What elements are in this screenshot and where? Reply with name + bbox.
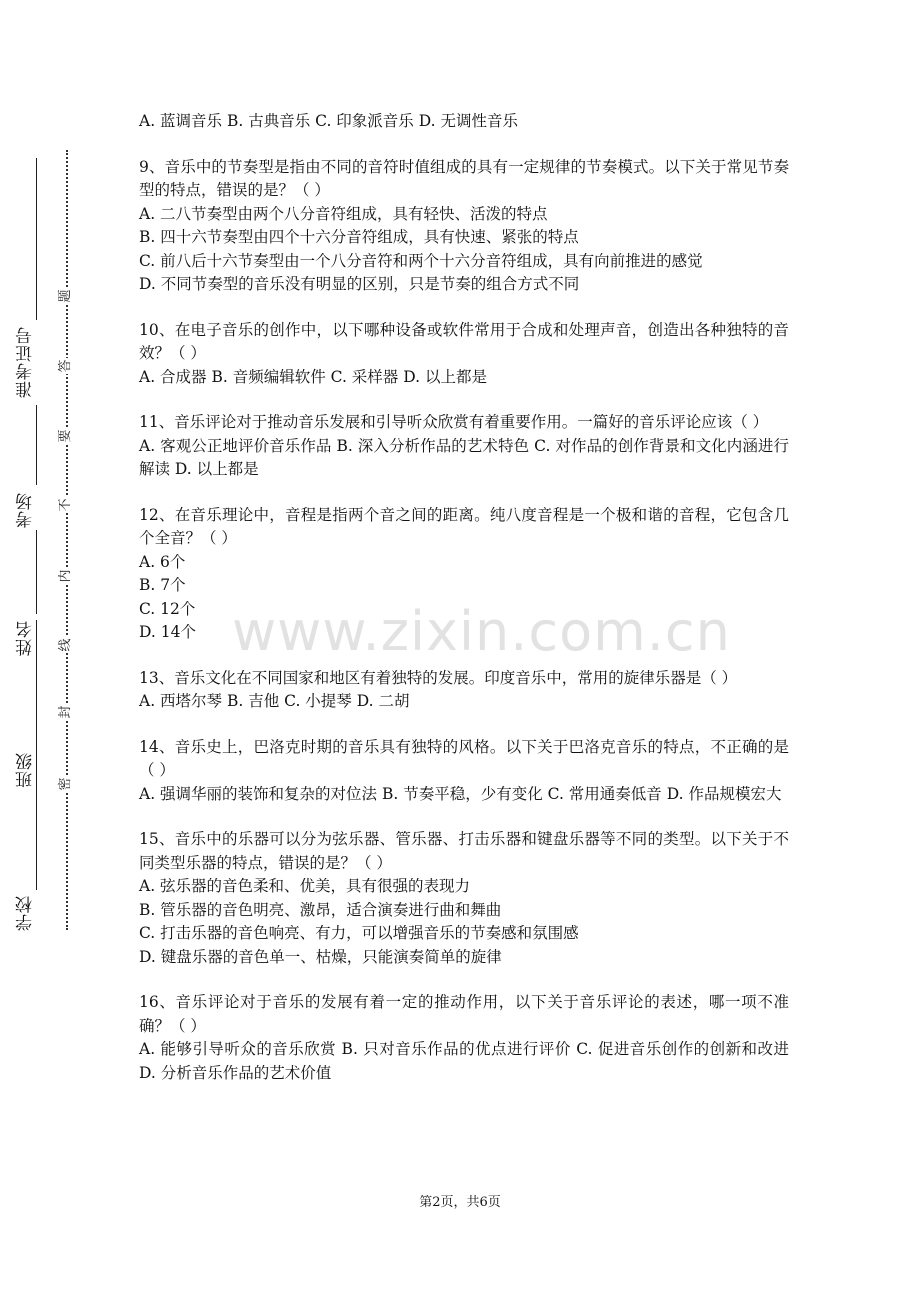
question-stem: 15、音乐中的乐器可以分为弦乐器、管乐器、打击乐器和键盘乐器等不同的类型。以下关于不同类型乐器的特点，错误的是？（ ） <box>139 830 789 872</box>
option-line: A. 西塔尔琴 B. 吉他 C. 小提琴 D. 二胡 <box>139 692 410 710</box>
exam-id-blank-line <box>36 158 37 320</box>
room-blank-line <box>36 405 37 485</box>
question-stem: 16、音乐评论对于音乐的发展有着一定的推动作用，以下关于音乐评论的表述，哪一项不准确？（ ） <box>139 993 789 1035</box>
margin-label-room: 考场 <box>16 492 36 528</box>
seal-char: 密 <box>58 777 73 791</box>
option-a: A. 二八节奏型由两个八分音符组成，具有轻快、活泼的特点 <box>139 204 548 223</box>
question-9 <box>139 156 789 297</box>
binding-margin <box>0 0 100 1302</box>
name-blank-line <box>36 530 37 614</box>
question-12 <box>139 504 789 645</box>
option-line: A. 客观公正地评价音乐作品 B. 深入分析作品的艺术特色 C. 对作品的创作背景和文化内涵进行解读 D. 以上都是 <box>139 436 789 478</box>
option-line: A. 强调华丽的装饰和复杂的对位法 B. 节奏平稳，少有变化 C. 常用通奏低音 D. 作品规模宏大 <box>139 784 782 803</box>
page-footer: 第2页，共6页 <box>419 1195 501 1210</box>
question-15 <box>139 828 789 969</box>
option-c: C. 前八后十六节奏型由一个八分音符和两个十六分音符组成，具有向前推进的感觉 <box>139 251 703 270</box>
option-line: A. 蓝调音乐 B. 古典音乐 C. 印象派音乐 D. 无调性音乐 <box>139 112 518 130</box>
margin-label-exam-id: 准考证号 <box>16 326 36 398</box>
previous-question-options <box>139 110 789 134</box>
option-c: C. 打击乐器的音色响亮、有力，可以增强音乐的节奏感和氛围感 <box>139 924 579 942</box>
seal-char: 封 <box>58 705 73 719</box>
question-stem: 11、音乐评论对于推动音乐发展和引导听众欣赏有着重要作用。一篇好的音乐评论应该（ ） <box>139 413 769 431</box>
option-d: D. 不同节奏型的音乐没有明显的区别，只是节奏的组合方式不同 <box>139 275 580 293</box>
seal-char: 要 <box>58 429 73 443</box>
margin-label-school: 学校 <box>16 895 36 931</box>
question-stem: 13、音乐文化在不同国家和地区有着独特的发展。印度音乐中，常用的旋律乐器是（ ） <box>139 668 738 687</box>
option-c: C. 12个 <box>139 599 196 618</box>
margin-label-name: 姓名 <box>16 620 36 656</box>
seal-dotted-line <box>66 150 68 930</box>
question-stem: 12、在音乐理论中，音程是指两个音之间的距离。纯八度音程是一个极和谐的音程，它包含几个全音？（ ） <box>139 505 789 547</box>
seal-char: 答 <box>58 359 73 373</box>
question-14 <box>139 736 789 807</box>
margin-label-class: 班级 <box>16 752 36 788</box>
option-a: A. 6个 <box>139 552 186 571</box>
option-b: B. 7个 <box>139 576 186 594</box>
option-b: B. 四十六节奏型由四个十六分音符组成，具有快速、紧张的特点 <box>139 228 579 246</box>
seal-char: 内 <box>58 569 73 583</box>
option-a: A. 弦乐器的音色柔和、优美，具有很强的表现力 <box>139 877 471 895</box>
option-line: A. 能够引导听众的音乐欣赏 B. 只对音乐作品的优点进行评价 C. 促进音乐创作的创新和改进 D. 分析音乐作品的艺术价值 <box>139 1040 789 1082</box>
question-list <box>139 110 789 1107</box>
seal-char: 题 <box>58 289 73 303</box>
question-10 <box>139 319 789 390</box>
question-stem: 14、音乐史上，巴洛克时期的音乐具有独特的风格。以下关于巴洛克音乐的特点，不正确的是（ ） <box>139 737 789 779</box>
question-stem: 9、音乐中的节奏型是指由不同的音符时值组成的具有一定规律的节奏模式。以下关于常见节奏型的特点，错误的是？（ ） <box>139 157 789 199</box>
option-d: D. 14个 <box>139 623 196 641</box>
question-16 <box>139 991 789 1085</box>
option-b: B. 管乐器的音色明亮、激昂，适合演奏进行曲和舞曲 <box>139 900 502 919</box>
question-11 <box>139 411 789 482</box>
option-d: D. 键盘乐器的音色单一、枯燥，只能演奏简单的旋律 <box>139 947 502 966</box>
question-stem: 10、在电子音乐的创作中，以下哪种设备或软件常用于合成和处理声音，创造出各种独特的音效？（ ） <box>139 320 789 362</box>
seal-char: 线 <box>58 638 73 652</box>
question-13 <box>139 667 789 714</box>
option-line: A. 合成器 B. 音频编辑软件 C. 采样器 D. 以上都是 <box>139 367 487 386</box>
seal-char: 不 <box>58 498 73 512</box>
watermark: www.zixin.com.cn <box>232 600 731 663</box>
